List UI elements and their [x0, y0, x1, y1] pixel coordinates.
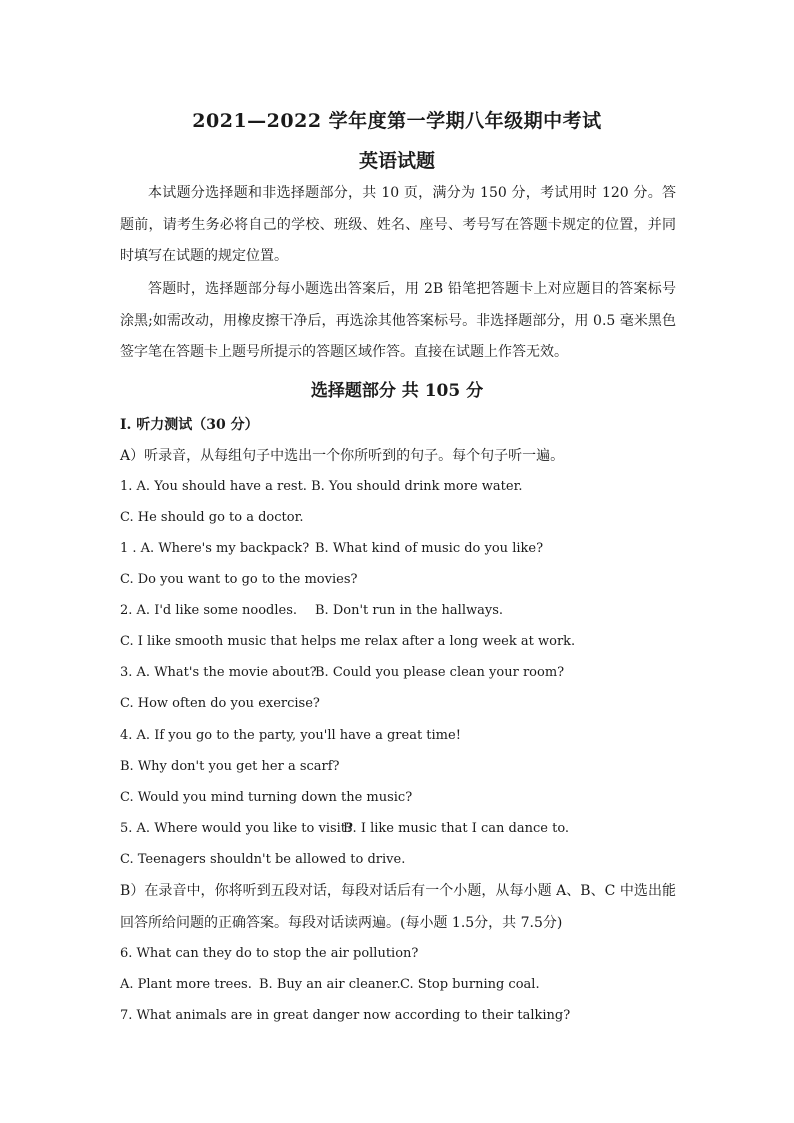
- question-4-option-b: B. Why don't you get her a scarf?: [120, 759, 340, 774]
- question-4-option-c: C. Would you mind turning down the music?: [120, 790, 413, 805]
- question-2-option-c: C. I like smooth music that helps me relax after a long week at work.: [120, 634, 576, 649]
- question-2-option-a: 2. A. I'd like some noodles.: [120, 603, 298, 618]
- exam-title: 2021—2022 学年度第一学期八年级期中考试: [192, 110, 602, 132]
- question-6-option-c: C. Stop burning coal.: [400, 977, 540, 992]
- question-3-option-a: 3. A. What's the movie about?: [120, 665, 317, 680]
- question-6-stem: 6. What can they do to stop the air pollution?: [120, 946, 419, 961]
- question-5-option-a: 5. A. Where would you like to visit?: [120, 821, 353, 836]
- question-4-option-a: 4. A. If you go to the party, you'll have a great time!: [120, 728, 461, 743]
- question-1b-option-a: 1 . A. Where's my backpack?: [120, 541, 310, 556]
- question-1b-option-c: C. Do you want to go to the movies?: [120, 572, 358, 587]
- question-1-options-ab: 1. A. You should have a rest. B. You should drink more water.: [120, 479, 523, 494]
- part-a-instructions: A）听录音，从每组句子中选出一个你所听到的句子。每个句子听一遍。: [120, 448, 565, 464]
- question-3-option-b: B. Could you please clean your room?: [315, 665, 565, 680]
- question-2-option-b: B. Don't run in the hallways.: [315, 603, 504, 618]
- question-1b-option-b: B. What kind of music do you like?: [315, 541, 544, 556]
- question-5-option-c: C. Teenagers shouldn't be allowed to drive.: [120, 852, 406, 867]
- part-heading-listening: I. 听力测试（30 分）: [120, 417, 259, 433]
- question-5-option-b: B. I like music that I can dance to.: [343, 821, 570, 836]
- instructions-paragraph-1: 本试题分选择题和非选择题部分，共 10 页，满分为 150 分，考试用时 120 分。答题前，请考生务必将自己的学校、班级、姓名、座号、考号写在答题卡规定的位置，并同时填写在试题的规定位置。: [120, 185, 676, 264]
- question-6-option-a: A. Plant more trees.: [120, 977, 252, 992]
- question-7-stem: 7. What animals are in great danger now according to their talking?: [120, 1008, 571, 1023]
- subject-title: 英语试题: [358, 150, 435, 172]
- section-title: 选择题部分 共 105 分: [310, 381, 484, 401]
- question-6-option-b: B. Buy an air cleaner.: [259, 977, 401, 992]
- part-b-instructions: B）在录音中，你将听到五段对话，每段对话后有一个小题，从每小题 A、B、C 中选出能回答所给问题的正确答案。每段对话读两遍。(每小题 1.5分，共 7.5分): [120, 883, 676, 931]
- question-1-option-c: C. He should go to a doctor.: [120, 510, 304, 525]
- instructions-paragraph-2: 答题时，选择题部分每小题选出答案后，用 2B 铅笔把答题卡上对应题目的答案标号涂黑;如需改动，用橡皮擦干净后，再选涂其他答案标号。非选择题部分，用 0.5 毫米黑色签字笔在答题卡上题号所提示的答题区域作答。直接在试题上作答无效。: [120, 281, 676, 360]
- question-3-option-c: C. How often do you exercise?: [120, 696, 320, 711]
